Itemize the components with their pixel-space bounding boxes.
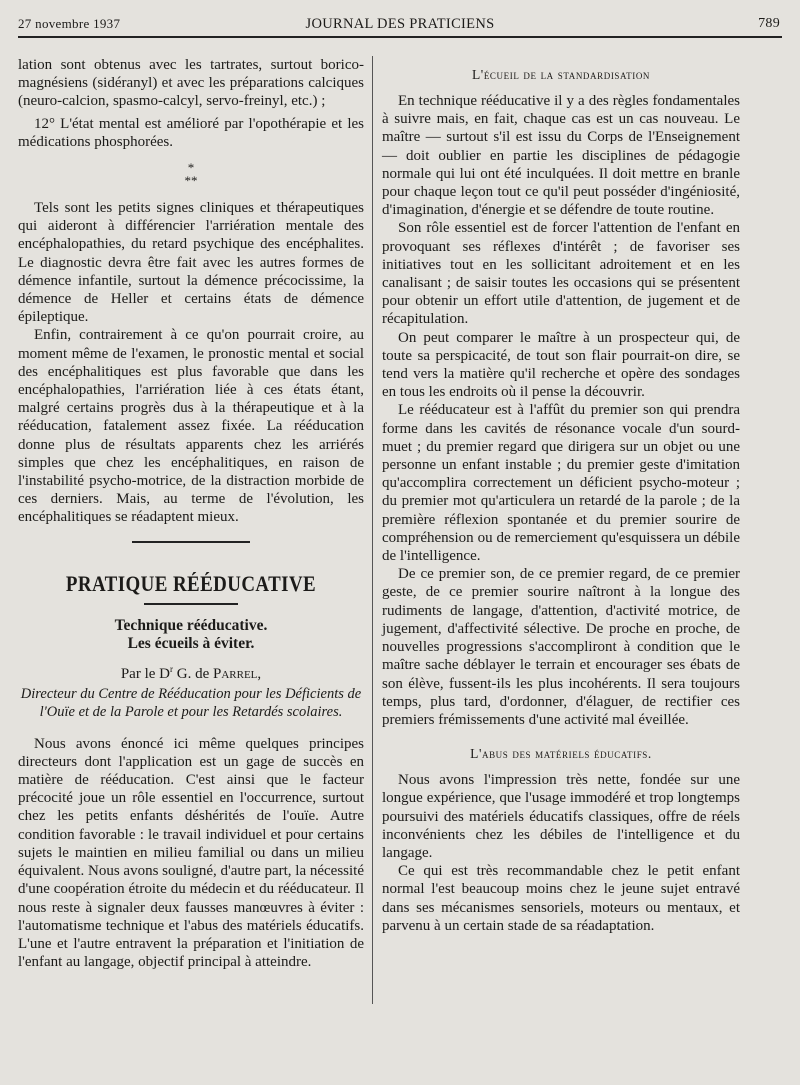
page-number: 789 xyxy=(758,16,780,31)
article-title xyxy=(18,617,364,653)
asterism-separator: * ** xyxy=(184,160,198,189)
subheading-standardisation: L'écueil de la standardisation xyxy=(471,67,651,82)
journal-title: JOURNAL DES PRATICIENS xyxy=(305,16,495,32)
paragraph-item-12: 12° L'état mental est amélioré par l'opothérapie et les médications phosphorées. xyxy=(18,115,364,150)
byline-end: , xyxy=(257,665,262,682)
byline-name: G. de xyxy=(173,665,213,682)
byline-prefix: Par le D xyxy=(120,665,170,682)
right-column xyxy=(382,66,740,935)
paragraph-continuation: lation sont obtenus avec les tartrates, surtout borico-magnésiens (sidéranyl) et avec les préparations calciques (neuro-calcion, spasmo-calcyl, servo-freinyl, etc.) ; xyxy=(18,57,364,110)
issue-date: 27 novembre 1937 xyxy=(18,16,121,31)
paragraph-prognosis: Enfin, contrairement à ce qu'on pourrait croire, au moment même de l'examen, le pronostic mental et social des encéphalitiques est plus favorable que dans les encéphalopathies, l'arriération liée à ces états étant, malgré certains progrès dus à la thérapeutique et à la rééducation, fatalement assez fixée. La rééducation donne plus de résultats apparents chez les arriérés simples que chez les encéphalitiques, en raison de l'instabilité psycho-motrice, de la distraction morbide de ces derniers. Mais, au terme de l'évolution, les encéphalitiques se réadaptent mieux. xyxy=(18,327,364,526)
paragraph-clinical-signs: Tels sont les petits signes cliniques et thérapeutiques qui aideront à différencier l'arriération mentale des encéphalopathies, du retard psychique des encéphalites. Le diagnostic devra être fait avec les autres formes de démence infantile, surtout la démence précocissime, la démence de Heller et certains états de démence épileptique. xyxy=(18,200,364,326)
running-header xyxy=(18,12,782,34)
paragraph-recommandable: Ce qui est très recommandable chez le petit enfant normal l'est beaucoup moins chez le jeune sujet entravé dans ses mécanismes sensoriels, moteurs ou mentaux, et parvenu à un certain stade de sa réadaptation. xyxy=(382,863,740,934)
section-title-rule xyxy=(144,603,238,605)
subheading-materiels: L'abus des matériels éducatifs. xyxy=(470,746,652,762)
byline-surname: Parrel xyxy=(213,665,258,682)
article-title-line-2: Les écueils à éviter. xyxy=(127,634,255,652)
paragraph-technique: En technique rééducative il y a des règles fondamentales à suivre mais, en fait, chaque cas est un cas nouveau. Le maître — surtout s'il est issu du Corps de l'Enseignement — doit oublier en partie les disciplines de pédagogie normale qui lui ont été inculquées. Il doit mettre en branle pour chaque leçon tout ce qu'il peut posséder d'ingéniosité, d'imagination, d'énergie et se défendre de toute routine. xyxy=(382,93,740,219)
left-column xyxy=(18,56,364,971)
column-divider xyxy=(372,56,373,1004)
paragraph-prospecteur: On peut comparer le maître à un prospecteur qui, de toute sa perspicacité, de tout son flair pourrait-on dire, se tend vers la matière qu'il recherche et opère des sondages en tous les endroits où il pense la découvrir. xyxy=(382,329,740,401)
article-title-line-1: Technique rééducative. xyxy=(114,616,268,634)
author-byline xyxy=(18,665,364,683)
byline-superscript: r xyxy=(170,663,173,674)
section-title: PRATIQUE RÉÉDUCATIVE xyxy=(65,570,317,596)
author-affiliation: Directeur du Centre de Rééducation pour les Déficients de l'Ouïe et de la Parole et pour les Retardés scolaires. xyxy=(20,685,362,720)
header-rule xyxy=(18,36,782,38)
paragraph-affut: Le rééducateur est à l'affût du premier son qui prendra forme dans les cavités de résonance vocale d'un sourd-muet ; du premier regard que dirigera sur un objet ou une personne un enfant instable ; du premier geste d'imitation qu'accomplira correctement un déficient psycho-moteur ; du premier mot qu'articulera un retardé de la parole ; de la première réflexion spontanée et du premier sourire de compréhension ou de remerciement qu'esquissera un débile de l'intelligence. xyxy=(382,402,740,565)
paragraph-role: Son rôle essentiel est de forcer l'attention de l'enfant en provoquant ses réflexes d'intérêt ; de favoriser ses initiatives tout en les sollicitant adroitement et en les canalisant ; de saisir toutes les occasions qui se présentent pour obtenir un effort utile d'attention, de jugement et de récapitulation. xyxy=(382,220,740,328)
paragraph-impression: Nous avons l'impression très nette, fondée sur une longue expérience, que l'usage immodéré et trop longtemps poursuivi des matériels éducatifs classiques, offre de réels inconvénients chez les débiles de l'intelligence et du langage. xyxy=(382,772,740,861)
article-separator-rule xyxy=(132,541,250,543)
paragraph-intro: Nous avons énoncé ici même quelques principes directeurs dont l'application est un gage de succès en matière de rééducation. C'est ainsi que le facteur précocité joue un rôle essentiel en l'occurrence, surtout chez les petits enfants déshérités de l'ouïe. Autre condition favorable : le travail individuel et pour certains sujets le maintien en milieu familial ou dans un milieu équivalent. Nous avons souligné, d'autre part, la nécessité d'une coopération étroite du médecin et du rééducateur. Il nous reste à signaler deux fausses manœuvres à éviter : l'automatisme technique et l'abus des matériels éducatifs. L'une et l'autre entravent la préparation et l'initiation de l'enfant au langage, objectif principal à atteindre. xyxy=(18,735,364,971)
paragraph-premier-son: De ce premier son, de ce premier regard, de ce premier geste, de ce premier sourire naîtront à la longue des rudiments de langage, d'attention, d'activité motrice, de jugement, d'affectivité sélective. De proche en proche, de nouvelles progressions s'accompliront à condition que le maître sache déblayer le terrain et encourager ses ébats de son élève, fussent-ils les plus incohérents. Il sera toujours temps, plus tard, d'ordonner, d'élaguer, de rectifier ces premiers frémissements d'une activité mal éveillée. xyxy=(382,566,740,728)
